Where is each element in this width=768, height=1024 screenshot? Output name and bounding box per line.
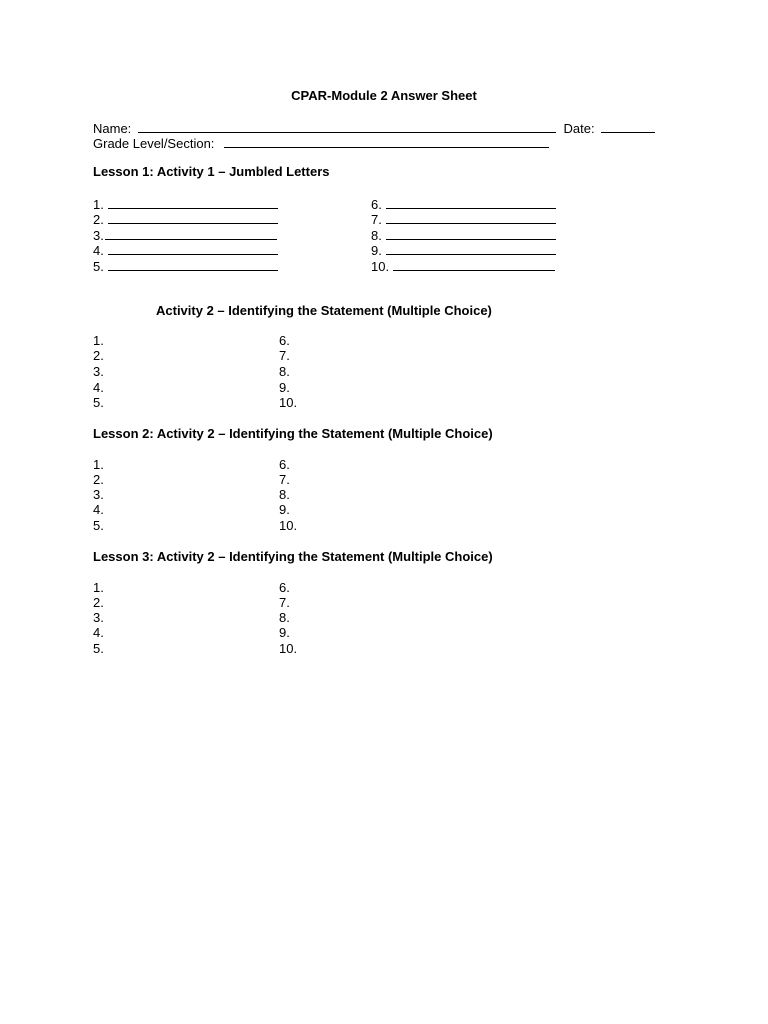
- item-number: 2.: [93, 348, 104, 363]
- item-number: 1.: [93, 580, 104, 595]
- item-number: 5.: [93, 641, 104, 656]
- item-number: 1.: [93, 457, 104, 472]
- item-number: 9.: [371, 243, 382, 258]
- answer-item: [371, 257, 555, 274]
- item-number: 4.: [93, 502, 104, 517]
- item-number: 8.: [279, 610, 290, 625]
- answer-blank[interactable]: [393, 257, 555, 271]
- date-label: Date:: [563, 121, 595, 136]
- answer-item: [93, 210, 278, 227]
- item-number: 9.: [279, 502, 290, 517]
- item-number: 10.: [279, 641, 298, 656]
- item-number: 5.: [93, 518, 104, 533]
- item-number: 3.: [93, 228, 104, 243]
- item-number: 8.: [371, 228, 382, 243]
- item-number: 9.: [279, 625, 290, 640]
- item-number: 7.: [371, 212, 382, 227]
- item-number: 10.: [371, 259, 390, 274]
- item-number: 9.: [279, 380, 290, 395]
- answer-item: [93, 257, 278, 274]
- grade-row: [93, 134, 549, 151]
- name-label: Name:: [93, 121, 132, 136]
- item-number: 3.: [93, 364, 104, 379]
- item-number: 1.: [93, 197, 104, 212]
- item-number: 2.: [93, 472, 104, 487]
- grade-label: Grade Level/Section:: [93, 136, 215, 151]
- item-number: 2.: [93, 595, 104, 610]
- answer-item: [371, 241, 556, 258]
- item-number: 7.: [279, 348, 290, 363]
- item-number: 5.: [93, 259, 104, 274]
- answer-blank[interactable]: [386, 226, 556, 240]
- answer-blank[interactable]: [108, 257, 278, 271]
- grade-blank[interactable]: [224, 134, 549, 148]
- item-number: 6.: [279, 333, 290, 348]
- date-blank[interactable]: [601, 119, 655, 133]
- item-number: 10.: [279, 395, 298, 410]
- item-number: 7.: [279, 595, 290, 610]
- answer-blank[interactable]: [386, 210, 556, 224]
- answer-item: [93, 241, 278, 258]
- item-number: 4.: [93, 243, 104, 258]
- item-number: 4.: [93, 380, 104, 395]
- answer-blank[interactable]: [108, 210, 278, 224]
- answer-blank[interactable]: [386, 241, 556, 255]
- item-number: 8.: [279, 364, 290, 379]
- item-number: 6.: [371, 197, 382, 212]
- item-number: 3.: [93, 487, 104, 502]
- answer-blank[interactable]: [386, 195, 556, 209]
- item-number: 6.: [279, 457, 290, 472]
- answer-blank[interactable]: [108, 195, 278, 209]
- item-number: 5.: [93, 395, 104, 410]
- name-blank[interactable]: [138, 119, 556, 133]
- lesson2-heading: Lesson 2: Activity 2 – Identifying the Statement (Multiple Choice): [93, 426, 493, 441]
- item-number: 3.: [93, 610, 104, 625]
- item-number: 8.: [279, 487, 290, 502]
- page-title: CPAR-Module 2 Answer Sheet: [291, 88, 477, 103]
- answer-blank[interactable]: [108, 241, 278, 255]
- activity2-heading: Activity 2 – Identifying the Statement (Multiple Choice): [156, 303, 492, 318]
- item-number: 10.: [279, 518, 298, 533]
- item-number: 2.: [93, 212, 104, 227]
- answer-blank[interactable]: [105, 226, 277, 240]
- lesson3-heading: Lesson 3: Activity 2 – Identifying the Statement (Multiple Choice): [93, 549, 493, 564]
- item-number: 1.: [93, 333, 104, 348]
- item-number: 6.: [279, 580, 290, 595]
- item-number: 7.: [279, 472, 290, 487]
- item-number: 4.: [93, 625, 104, 640]
- answer-item: [371, 210, 556, 227]
- lesson1-heading: Lesson 1: Activity 1 – Jumbled Letters: [93, 164, 330, 179]
